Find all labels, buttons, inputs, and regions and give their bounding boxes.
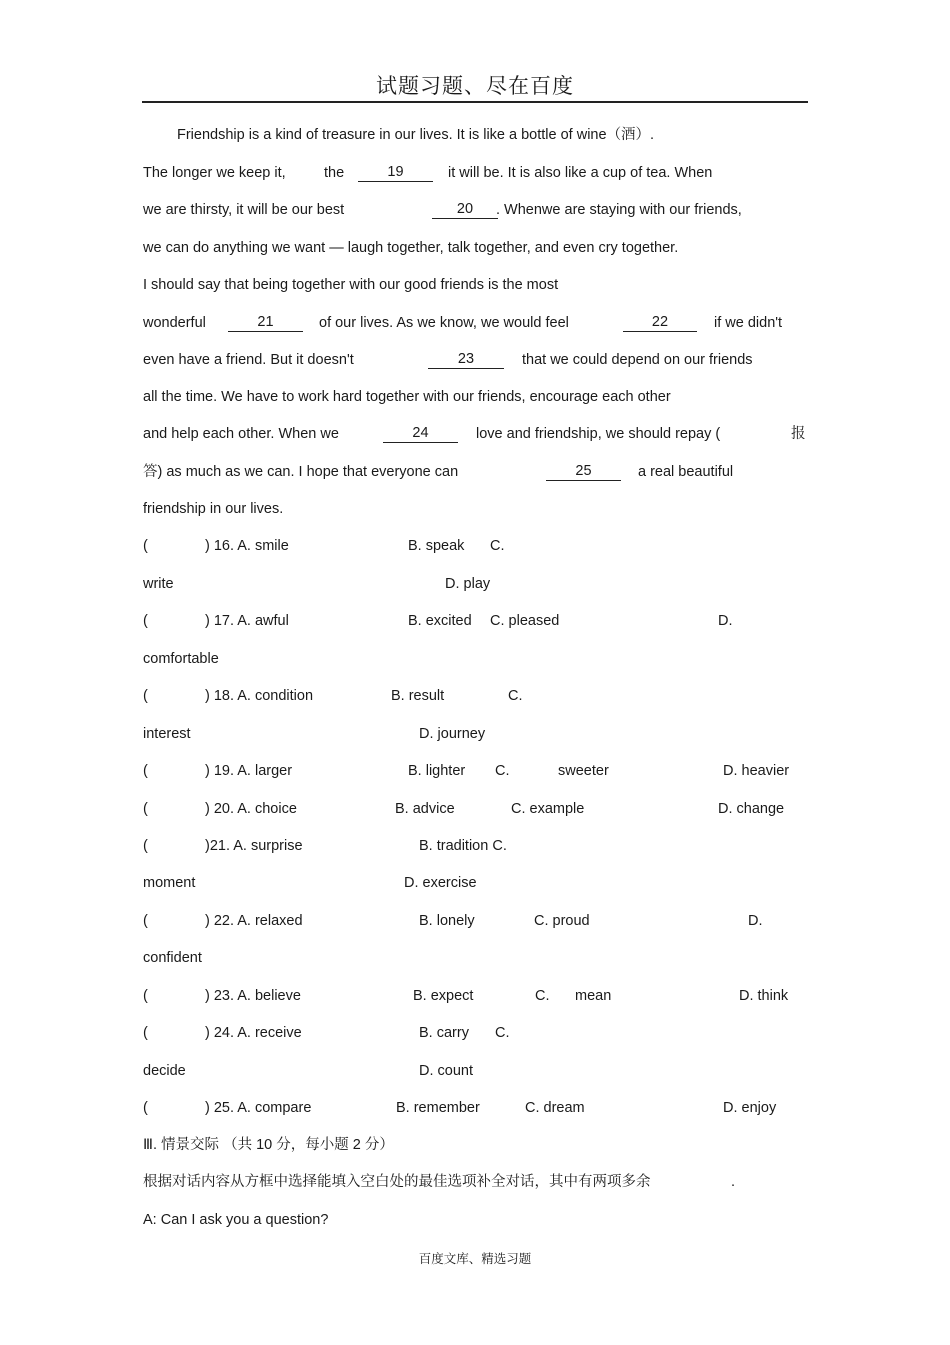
option-c: C.: [535, 988, 550, 1004]
passage-line: [0, 125, 950, 145]
instruction-text: 根据对话内容从方框中选择能填入空白处的最佳选项补全对话，其中有两项多余: [143, 1174, 651, 1190]
option-c-text: interest: [143, 726, 191, 742]
option-b: B. lighter: [408, 763, 466, 779]
answer-paren[interactable]: (: [143, 838, 148, 854]
passage-line: [0, 200, 950, 220]
option-d: D. heavier: [723, 763, 790, 779]
question-20: [0, 799, 950, 819]
passage-text: if we didn't: [714, 315, 783, 331]
option-c: C.: [490, 538, 505, 554]
option-b: B. carry: [419, 1025, 469, 1041]
blank-21[interactable]: 21: [228, 313, 303, 332]
section-heading: [0, 1135, 950, 1155]
passage-line: [0, 163, 950, 183]
option-b: B. speak: [408, 538, 465, 554]
option-d: D. play: [445, 576, 491, 592]
option-b: B. lonely: [419, 913, 475, 929]
option-a: ) 22. A. relaxed: [205, 913, 303, 929]
passage-line: [0, 462, 950, 482]
option-c-text: mean: [575, 988, 612, 1004]
option-c: C.: [495, 763, 510, 779]
answer-paren[interactable]: (: [143, 1025, 148, 1041]
page-header-title: 试题习题、尽在百度: [376, 74, 574, 98]
passage-text: that we could depend on our friends: [522, 352, 753, 368]
page-footer: 百度文库、精选习题: [418, 1251, 532, 1266]
option-b: B. result: [391, 688, 445, 704]
passage-text: wonderful: [143, 315, 206, 331]
question-24-cont: [0, 1061, 950, 1081]
option-a: ) 23. A. believe: [205, 988, 301, 1004]
dialogue-text: A: Can I ask you a question?: [143, 1212, 329, 1228]
answer-paren[interactable]: (: [143, 538, 148, 554]
option-c: C. example: [511, 801, 585, 817]
dialogue-line: [0, 1210, 950, 1230]
option-c: C.: [495, 1025, 510, 1041]
question-25: [0, 1098, 950, 1118]
question-16-cont: [0, 574, 950, 594]
passage-line: [0, 387, 950, 407]
answer-paren[interactable]: (: [143, 1100, 148, 1116]
option-c-text: sweeter: [558, 763, 609, 779]
passage-text: Friendship is a kind of treasure in our lives. It is like a bottle of wine（酒）.: [177, 127, 655, 143]
passage-text: all the time. We have to work hard together with our friends, encourage each other: [143, 389, 671, 405]
answer-paren[interactable]: (: [143, 763, 148, 779]
answer-paren[interactable]: (: [143, 613, 148, 629]
question-24: [0, 1023, 950, 1043]
option-a: ) 16. A. smile: [205, 538, 289, 554]
option-a: ) 20. A. choice: [205, 801, 297, 817]
option-a: ) 24. A. receive: [205, 1025, 302, 1041]
passage-text: and help each other. When we: [143, 426, 339, 442]
option-c-text: decide: [143, 1063, 186, 1079]
option-c: C.: [508, 688, 523, 704]
question-22-cont: [0, 948, 950, 968]
answer-paren[interactable]: (: [143, 988, 148, 1004]
passage-text: it will be. It is also like a cup of tea. When: [448, 165, 713, 181]
option-d: D. count: [419, 1063, 473, 1079]
option-b: B. remember: [396, 1100, 480, 1116]
passage-line: [0, 499, 950, 519]
question-17: [0, 611, 950, 631]
passage-line: [0, 350, 950, 370]
option-a: ) 18. A. condition: [205, 688, 314, 704]
passage-line: [0, 313, 950, 333]
option-c: C. pleased: [490, 613, 560, 629]
blank-19[interactable]: 19: [358, 163, 433, 182]
question-22: [0, 911, 950, 931]
passage-line: [0, 424, 950, 444]
passage-text: The longer we keep it,: [143, 165, 286, 181]
question-16: [0, 536, 950, 556]
question-18-cont: [0, 724, 950, 744]
option-c: C. proud: [534, 913, 590, 929]
passage-text: we are thirsty, it will be our best: [143, 202, 345, 218]
question-21-cont: [0, 873, 950, 893]
option-b: B. excited: [408, 613, 472, 629]
question-18: [0, 686, 950, 706]
blank-25[interactable]: 25: [546, 462, 621, 481]
option-b: B. expect: [413, 988, 474, 1004]
option-d: D. think: [739, 988, 789, 1004]
option-a: ) 17. A. awful: [205, 613, 289, 629]
answer-paren[interactable]: (: [143, 688, 148, 704]
option-b: B. tradition C.: [419, 838, 507, 854]
question-21: [0, 836, 950, 856]
passage-text: even have a friend. But it doesn't: [143, 352, 354, 368]
passage-text: 答) as much as we can. I hope that everyone can: [143, 464, 459, 480]
option-a: ) 25. A. compare: [205, 1100, 312, 1116]
question-23: [0, 986, 950, 1006]
passage-text: of our lives. As we know, we would feel: [319, 315, 569, 331]
option-a: )21. A. surprise: [205, 838, 303, 854]
section-instruction: [0, 1172, 950, 1192]
answer-paren[interactable]: (: [143, 801, 148, 817]
option-a: ) 19. A. larger: [205, 763, 293, 779]
answer-paren[interactable]: (: [143, 913, 148, 929]
option-d-text: comfortable: [143, 651, 219, 667]
passage-text: love and friendship, we should repay (: [476, 426, 721, 442]
passage-text: we can do anything we want — laugh together, talk together, and even cry together.: [143, 240, 679, 256]
question-17-cont: [0, 649, 950, 669]
option-c: C. dream: [525, 1100, 585, 1116]
passage-line: [0, 275, 950, 295]
question-19: [0, 761, 950, 781]
option-d-text: confident: [143, 950, 202, 966]
option-c-text: moment: [143, 875, 196, 891]
blank-23[interactable]: 23: [428, 350, 504, 369]
instruction-period: .: [731, 1174, 736, 1190]
option-d: D.: [748, 913, 763, 929]
header-rule: [142, 101, 808, 103]
option-d: D. journey: [419, 726, 486, 742]
option-d: D. change: [718, 801, 785, 817]
passage-text: I should say that being together with our good friends is the most: [143, 277, 559, 293]
passage-text: . Whenwe are staying with our friends,: [496, 202, 742, 218]
passage-line: [0, 238, 950, 258]
section-3-heading: Ⅲ. 情景交际 （共 10 分，每小题 2 分）: [143, 1137, 394, 1153]
option-d: D. enjoy: [723, 1100, 777, 1116]
blank-24[interactable]: 24: [383, 424, 458, 443]
passage-text: 报: [791, 426, 806, 442]
option-d: D.: [718, 613, 733, 629]
blank-20[interactable]: 20: [432, 200, 498, 219]
passage-text: friendship in our lives.: [143, 501, 284, 517]
passage-text: a real beautiful: [638, 464, 734, 480]
option-c-text: write: [143, 576, 174, 592]
option-b: B. advice: [395, 801, 455, 817]
option-d: D. exercise: [404, 875, 477, 891]
passage-text: the: [324, 165, 345, 181]
blank-22[interactable]: 22: [623, 313, 697, 332]
